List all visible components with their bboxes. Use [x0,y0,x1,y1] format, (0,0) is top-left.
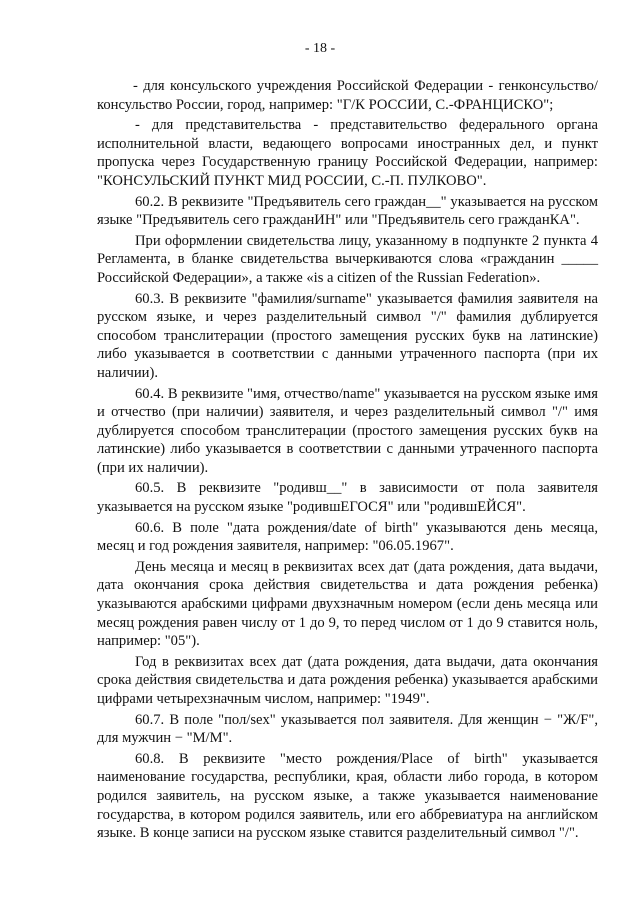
paragraph-60-5: 60.5. В реквизите "родивш__" в зависимости от пола заявителя указывается на русском языке "родившЕГОСЯ" или "родившЕЙСЯ". [97,480,598,516]
paragraph-60-8: 60.8. В реквизите "место рождения/Place of birth" указывается наименование государства, республики, края, области либо города, в котором родился заявитель, на русском языке, а также указывается наименование государства, в котором родился заявитель, или его аббревиатура на английском языке. В конце записи на русском языке ставится разделительный символ "/". [97,750,598,842]
page-number: - 18 - [304,41,336,56]
paragraph-representation-bullet: - для представительства - представительство федерального органа исполнительной власти, ведающего вопросами иностранных дел, и пункт пропуска через Государственную границу Российской Федерации, например: "КОНСУЛЬСКИЙ ПУНКТ МИД РОССИИ, С.-П. ПУЛКОВО". [97,117,598,189]
paragraph-subpoint-2: При оформлении свидетельства лицу, указанному в подпункте 2 пункта 4 Регламента, в бланке свидетельства вычеркиваются слова «гражданин _____ Российской Федерации», а также «is a citizen of the Russian Federation». [97,232,598,286]
paragraph-consulate-bullet: - для консульского учреждения Российской Федерации - генконсульство/консульство России, город, например: "Г/К РОССИИ, С.-ФРАНЦИСКО"; [97,78,598,113]
paragraph-60-4: 60.4. В реквизите "имя, отчество/name" указывается на русском языке имя и отчество (при наличии) заявителя, и через разделительный символ "/" имя дублируется способом транслитерации (простого замещения русских букв на латинские) либо указывается в соответствии с данными утраченного паспорта (при их наличии). [97,385,598,476]
paragraph-year-format: Год в реквизитах всех дат (дата рождения, дата выдачи, дата окончания срока действия свидетельства и дата рождения ребенка) указывается арабскими цифрами четырехзначным числом, например: "1949". [97,653,598,707]
document-body [97,77,598,845]
paragraph-60-7: 60.7. В поле "пол/sex" указывается пол заявителя. Для женщин − "Ж/F", для мужчин − "М/М". [97,711,598,747]
paragraph-60-2: 60.2. В реквизите "Предъявитель сего граждан__" указывается на русском языке "Предъявитель сего гражданИН" или "Предъявитель сего гражданКА". [97,193,598,229]
paragraph-60-3: 60.3. В реквизите "фамилия/surname" указывается фамилия заявителя на русском языке, и через разделительный символ "/" фамилия дублируется способом транслитерации (простого замещения русских букв на латинские) либо указывается в соответствии с данными утраченного паспорта (при их наличии). [97,290,598,381]
paragraph-60-6: 60.6. В поле "дата рождения/date of birth" указываются день месяца, месяц и год рождения заявителя, например: "06.05.1967". [97,519,598,555]
paragraph-day-month-format: День месяца и месяц в реквизитах всех дат (дата рождения, дата выдачи, дата окончания срока действия свидетельства и дата рождения ребенка) указываются арабскими цифрами двухзначным номером (если день месяца или месяц рождения равен числу от 1 до 9, то перед числом от 1 до 9 ставится ноль, например: "05"). [97,558,598,650]
